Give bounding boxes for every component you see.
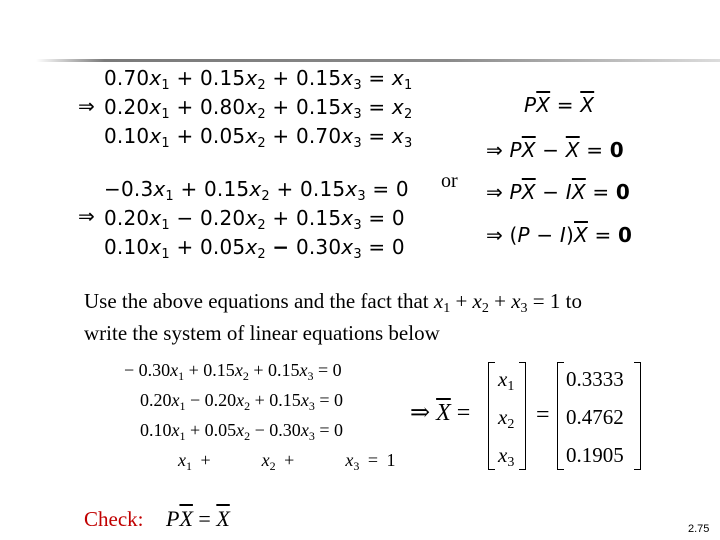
linear-system [124,355,395,475]
paragraph-line-2: write the system of linear equations below [84,321,440,345]
equation-block-1 [104,64,412,151]
value-x2: 0.4762 [566,405,624,429]
implies-arrow-1: ⇒ [78,94,95,118]
variable-vector [498,360,514,474]
equation-row-4: $-0.3x_1 + 0.15x_2 + 0.15x_3 = 0$ [104,177,409,204]
var-x3: $x_3$ [498,443,515,470]
matrix-eq-2: ⇒ $P\overline{X} - \overline{X} = 0$ [486,138,624,162]
equation-row-1: $0.70x_1 + 0.15x_2 + 0.15x_3 = x_1$ [104,66,413,93]
system-row-3: $0.10x_1 + 0.05x_2 - 0.30x_3 = 0$ [140,420,343,443]
matrix-eq-1: $P\overline{X} = \overline{X}$ [524,93,595,117]
paragraph-line-1: Use the above equations and the fact that $x_1 + x_2 + x_3 = 1$ to [84,289,582,316]
system-row-2: $0.20x_1 - 0.20x_2 + 0.15x_3 = 0$ [140,390,343,413]
implies-arrow-2: ⇒ [78,204,95,228]
system-row-4: $x_1$ + $x_2$ + $x_3 = 1$ [178,450,396,473]
value-vector-right-bracket [634,362,641,470]
matrix-eq-4: ⇒ $(P - I)\overline{X} = 0$ [486,223,633,247]
instruction-paragraph [84,285,684,349]
matrix-eq-3: ⇒ $P\overline{X} - I\overline{X} = 0$ [486,180,631,204]
check-label: Check: [84,507,144,531]
value-vector [566,360,624,474]
solution-lhs: ⇒ $\overline{X}$ = [410,400,471,426]
equation-row-3: $0.10x_1 + 0.05x_2 + 0.70x_3 = x_3$ [104,124,413,151]
equation-row-6: $0.10x_1 + 0.05x_2 - 0.30x_3 = 0$ [104,235,405,262]
var-vector-left-bracket [488,362,495,470]
var-x1: $x_1$ [498,367,515,394]
equation-block-2 [104,175,409,262]
check-equation: $P\overline{X} = \overline{X}$ [166,506,230,531]
title-rule [36,59,720,62]
equation-row-5: $0.20x_1 - 0.20x_2 + 0.15x_3 = 0$ [104,206,405,233]
value-x3: 0.1905 [566,443,624,467]
equation-row-2: $0.20x_1 + 0.80x_2 + 0.15x_3 = x_2$ [104,95,413,122]
vector-equals: = [536,402,550,428]
value-x1: 0.3333 [566,367,624,391]
or-label: or [441,170,458,192]
system-row-1: − $0.30x_1 + 0.15x_2 + 0.15x_3 = 0$ [124,360,342,383]
value-vector-left-bracket [557,362,564,470]
var-x2: $x_2$ [498,405,515,432]
var-vector-right-bracket [519,362,526,470]
page-number: 2.75 [688,523,710,535]
